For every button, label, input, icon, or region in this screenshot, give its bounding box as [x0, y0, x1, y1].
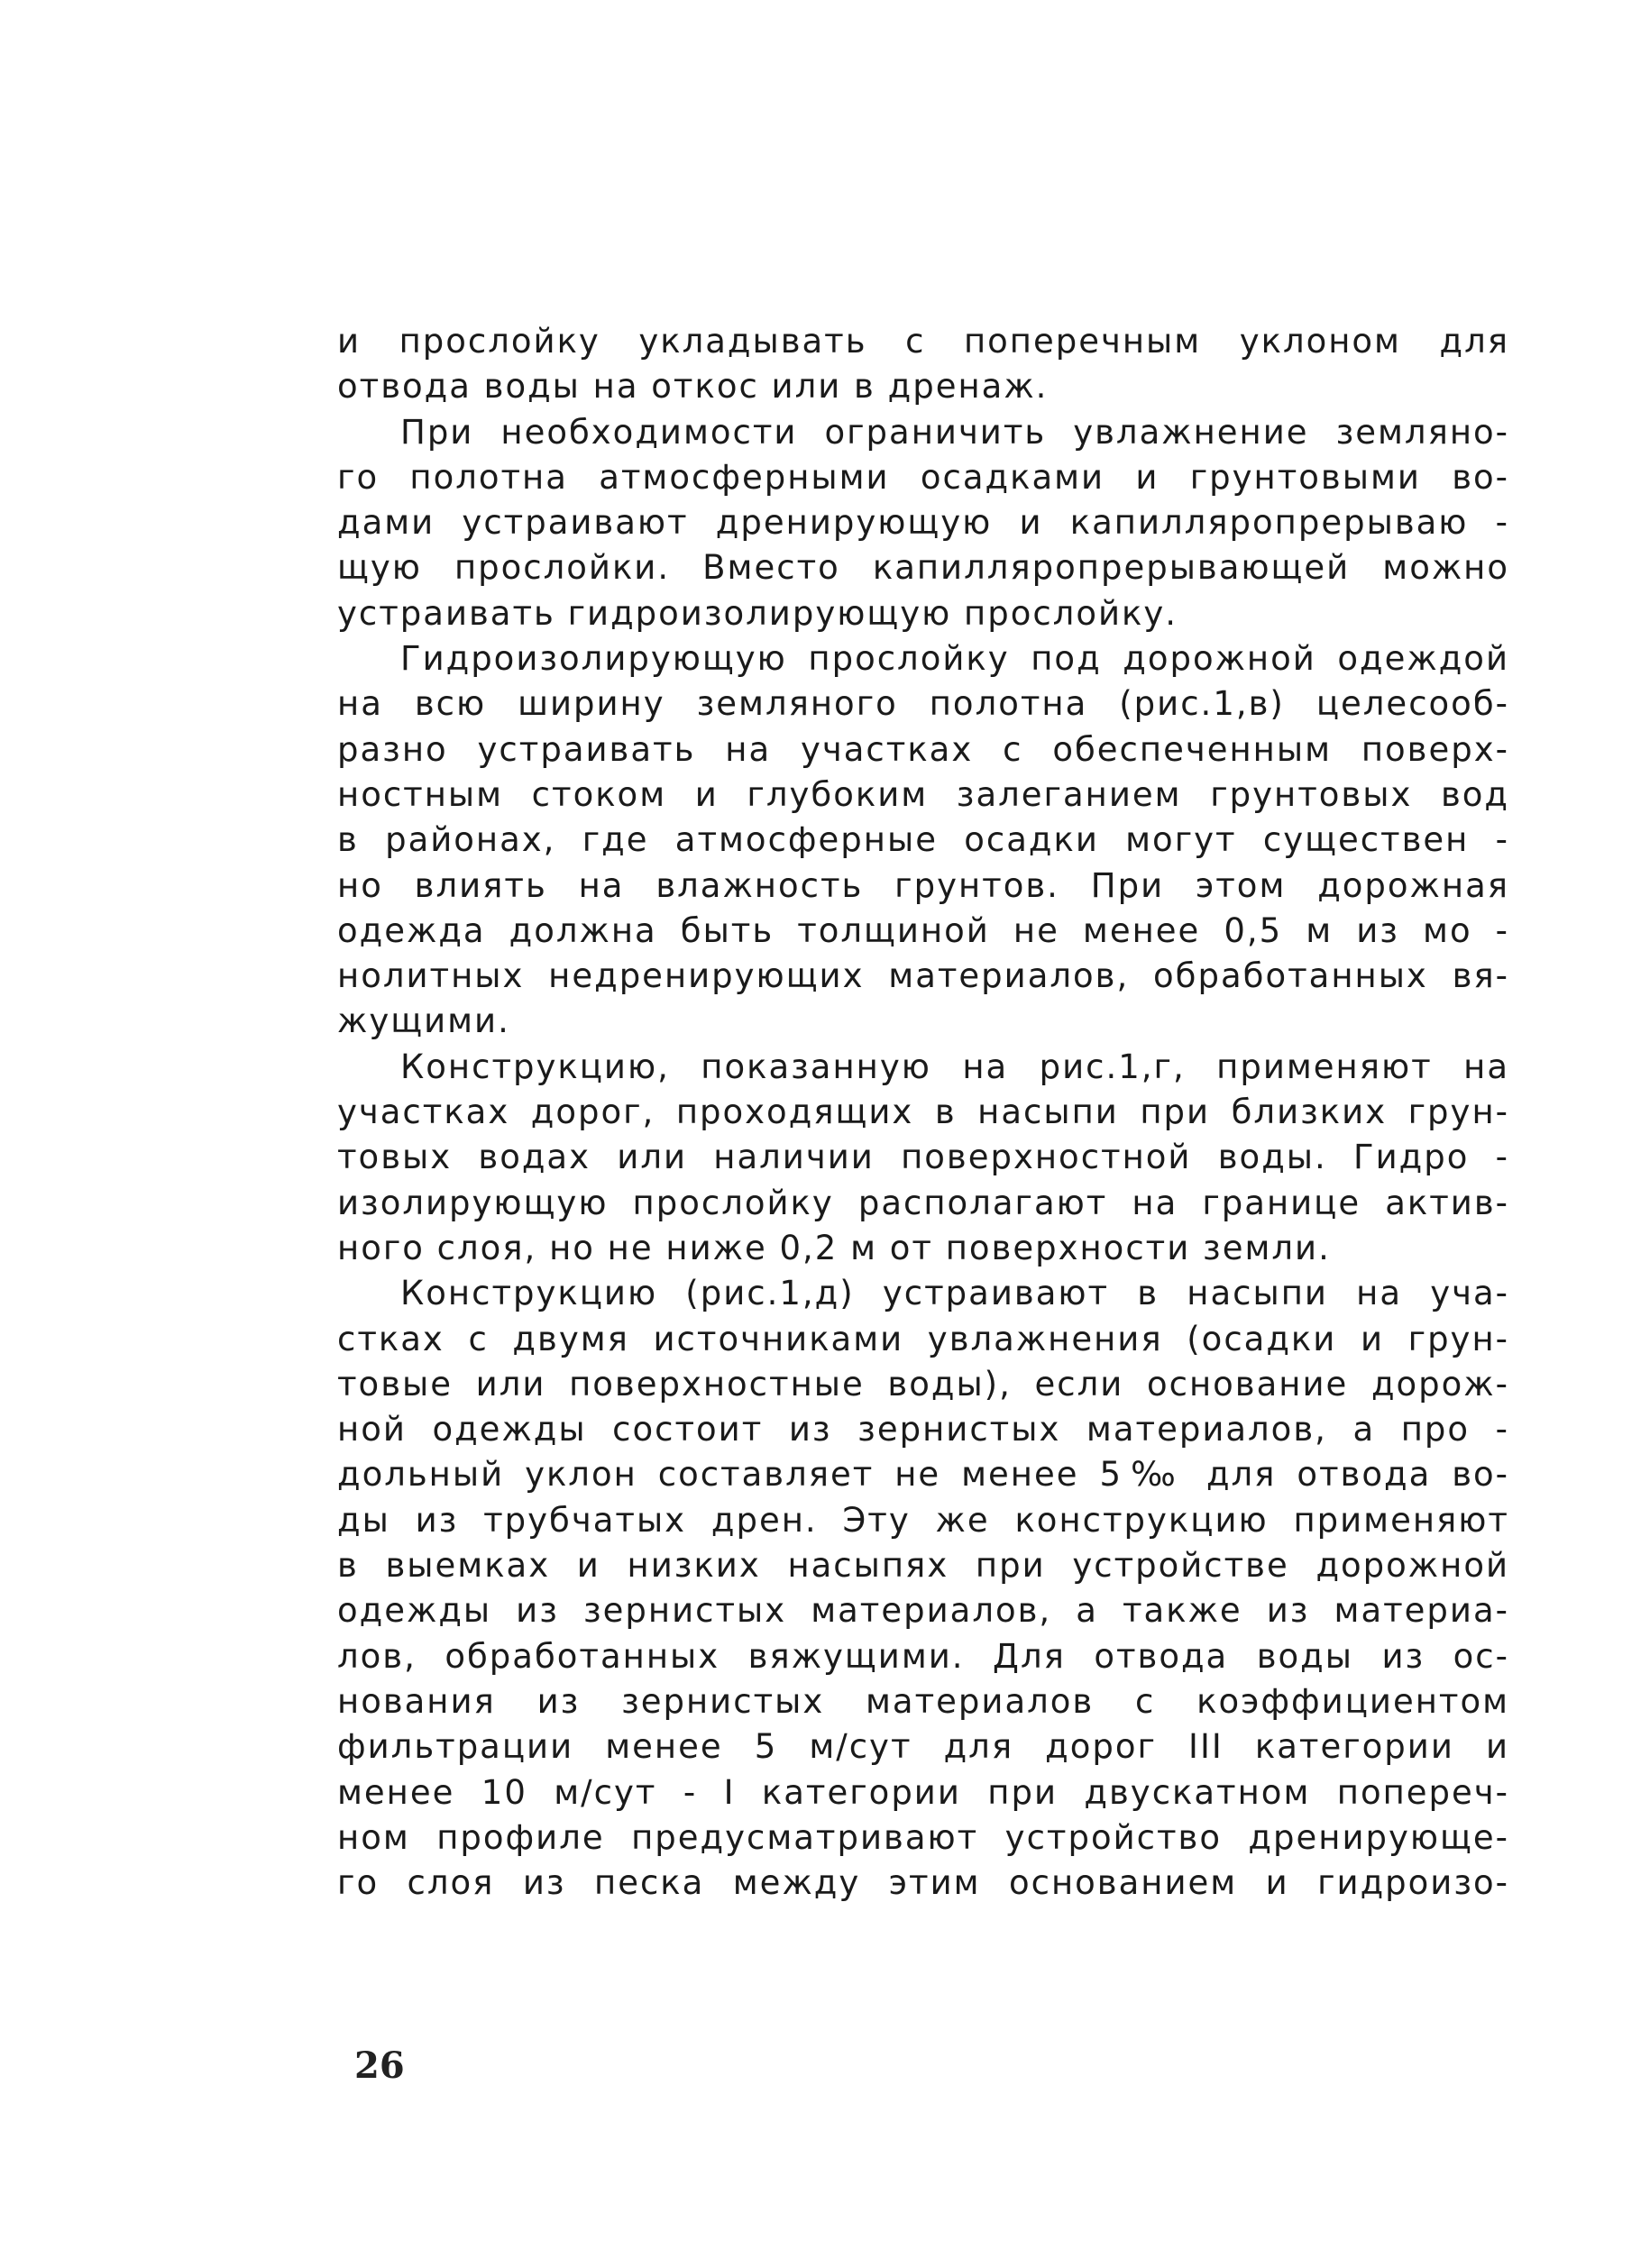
paragraph-start-line: При необходимости ограничить увлажнение земляно-	[400, 412, 1509, 452]
text-line: и прослойку укладывать с поперечным уклоном для	[337, 322, 1509, 361]
text-line: одежда должна быть толщиной не менее 0,5 м из мо -	[337, 910, 1509, 950]
text-line: отвода воды на откос или в дренаж.	[337, 367, 1049, 407]
body-text	[337, 319, 1509, 1906]
text-line: жущими.	[337, 1001, 510, 1041]
text-line: лов, обработанных вяжущими. Для отвода воды из ос-	[337, 1636, 1509, 1676]
text-line: товых водах или наличии поверхностной воды. Гидро -	[337, 1138, 1509, 1177]
paragraph-start-line: Гидроизолирующую прослойку под дорожной одеждой	[400, 639, 1509, 679]
text-line: менее 10 м/сут - I категории при двускатном попереч-	[337, 1772, 1509, 1812]
text-line: но влиять на влажность грунтов. При этом дорожная	[337, 865, 1509, 905]
text-line: устраивать гидроизолирующую прослойку.	[337, 593, 1178, 633]
paragraph-start-line: Конструкцию (рис.1,д) устраивают в насыпи на уча-	[400, 1274, 1509, 1313]
text-line: ного слоя, но не ниже 0,2 м от поверхности земли.	[337, 1228, 1331, 1267]
text-line: нолитных недренирующих материалов, обработанных вя-	[337, 956, 1509, 996]
text-line: ностным стоком и глубоким залеганием грунтовых вод	[337, 774, 1509, 814]
text-line: го полотна атмосферными осадками и грунтовыми во-	[337, 457, 1509, 497]
text-line: ной одежды состоит из зернистых материалов, а про -	[337, 1410, 1509, 1450]
text-line: нования из зернистых материалов с коэффициентом	[337, 1681, 1509, 1721]
text-line: в выемках и низких насыпях при устройстве дорожной	[337, 1546, 1509, 1586]
page-number: 26	[354, 2044, 405, 2087]
text-line: разно устраивать на участках с обеспеченным поверх-	[337, 729, 1509, 769]
text-line: фильтрации менее 5 м/сут для дорог III категории и	[337, 1727, 1509, 1767]
text-line: щую прослойки. Вместо капилляропрерывающей можно	[337, 548, 1509, 588]
text-line: товые или поверхностные воды), если основание дорож-	[337, 1364, 1509, 1404]
text-line: дольный уклон составляет не менее 5‰ для отвода во-	[337, 1455, 1509, 1495]
text-line: ном профиле предусматривают устройство дренирующе-	[337, 1817, 1509, 1857]
paragraph-start-line: Конструкцию, показанную на рис.1,г, применяют на	[400, 1047, 1509, 1086]
text-line: одежды из зернистых материалов, а также из материа-	[337, 1591, 1509, 1631]
text-line: на всю ширину земляного полотна (рис.1,в) целесооб-	[337, 684, 1509, 724]
text-line: дами устраивают дренирующую и капилляропрерываю -	[337, 503, 1509, 543]
text-line: ды из трубчатых дрен. Эту же конструкцию применяют	[337, 1500, 1509, 1540]
text-line: участках дорог, проходящих в насыпи при близких грун-	[337, 1093, 1509, 1132]
text-line: изолирующую прослойку располагают на границе актив-	[337, 1183, 1509, 1222]
text-line: стках с двумя источниками увлажнения (осадки и грун-	[337, 1319, 1509, 1358]
text-line: го слоя из песка между этим основанием и гидроизо-	[337, 1863, 1509, 1903]
text-line: в районах, где атмосферные осадки могут существен -	[337, 820, 1509, 860]
